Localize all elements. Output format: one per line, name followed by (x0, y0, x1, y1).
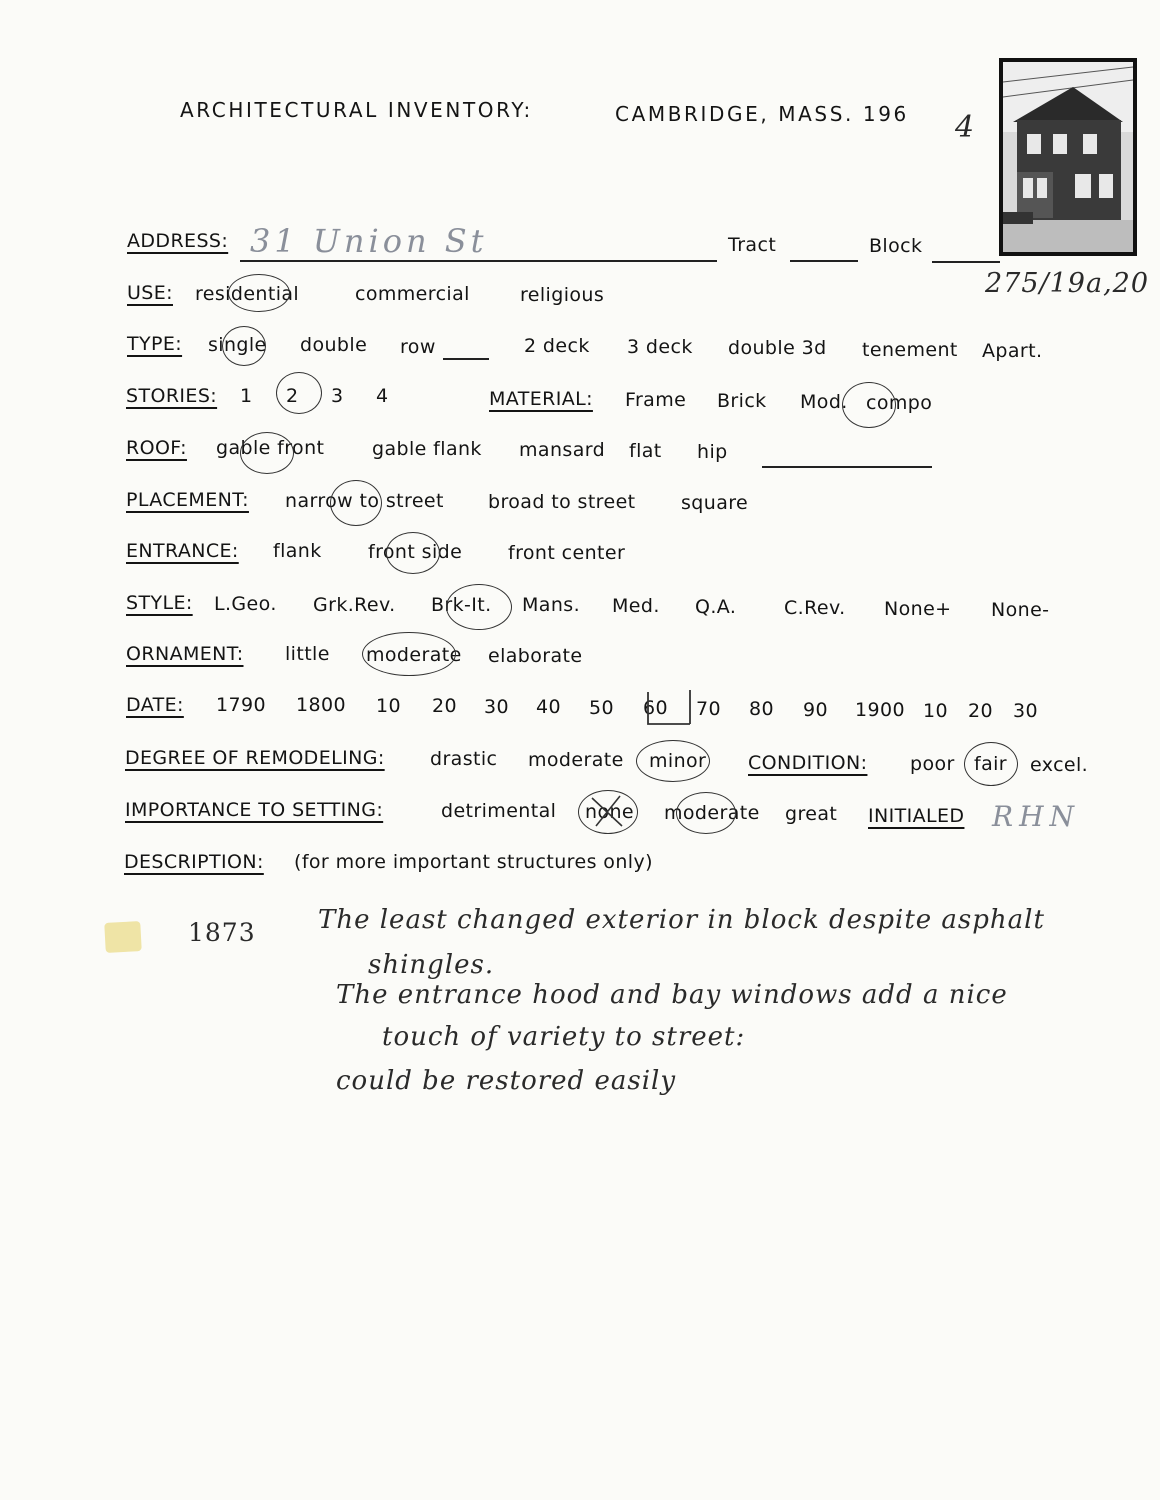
importance-detrimental: detrimental (441, 800, 557, 822)
form-location: CAMBRIDGE, MASS. 196 (615, 102, 909, 126)
ornament-label: ORNAMENT: (126, 643, 244, 665)
date-label: DATE: (126, 694, 184, 716)
condition-excel: excel. (1030, 754, 1089, 776)
type-tenement: tenement (862, 339, 958, 361)
style-brkit: Brk-It. (431, 594, 492, 616)
type-single: single (208, 334, 267, 356)
stories-selection-circle (276, 372, 322, 414)
ornament-moderate: moderate (366, 644, 462, 666)
date-60: 60 (643, 697, 668, 719)
type-double: double (300, 334, 368, 356)
use-selection-circle (228, 274, 290, 312)
date-1790: 1790 (216, 694, 266, 716)
block-label: Block (869, 235, 923, 257)
material-mod: Mod. (800, 391, 848, 413)
date-selection-mark (640, 686, 700, 730)
stories-4: 4 (376, 385, 389, 407)
material-frame: Frame (625, 389, 687, 411)
ornament-little: little (285, 643, 330, 665)
date-80: 80 (749, 698, 774, 720)
importance-selection-circle (676, 792, 736, 834)
tract-label: Tract (728, 234, 777, 256)
stories-2: 2 (286, 385, 299, 407)
importance-label: IMPORTANCE TO SETTING: (125, 799, 384, 821)
address-line (240, 260, 717, 262)
entrance-label: ENTRANCE: (126, 540, 239, 562)
importance-none: none (585, 801, 634, 823)
date-30: 30 (484, 696, 509, 718)
ornament-elaborate: elaborate (488, 645, 583, 667)
type-apart: Apart. (982, 340, 1043, 362)
placement-broad: broad to street (488, 491, 636, 513)
block-line (932, 261, 1000, 263)
material-label: MATERIAL: (489, 388, 593, 410)
stories-1: 1 (240, 385, 253, 407)
style-none-plus: None+ (884, 598, 952, 620)
description-line-5: could be restored easily (336, 1066, 677, 1096)
use-label: USE: (127, 282, 173, 304)
date-10: 10 (376, 695, 401, 717)
description-year: 1873 (188, 918, 256, 947)
ornament-selection-circle (362, 632, 456, 676)
type-3-deck: 3 deck (627, 336, 693, 358)
date-1800: 1800 (296, 694, 346, 716)
placement-selection-circle (330, 480, 382, 526)
entrance-selection-circle (386, 532, 440, 574)
roof-hip: hip (697, 441, 728, 463)
description-line-3: The entrance hood and bay windows add a nice (336, 980, 1008, 1010)
stories-label: STORIES: (126, 385, 218, 407)
style-lgeo: L.Geo. (214, 593, 277, 615)
house-photo (999, 58, 1137, 256)
material-compo: compo (866, 392, 933, 414)
style-med: Med. (612, 595, 660, 617)
placement-narrow: narrow to street (285, 490, 444, 512)
initialed-label: INITIALED (868, 805, 965, 827)
importance-cross-mark (588, 792, 628, 830)
placement-square: square (681, 492, 749, 514)
use-residential: residential (195, 283, 300, 305)
use-commercial: commercial (355, 283, 470, 305)
type-label: TYPE: (127, 333, 183, 355)
remodeling-minor: minor (649, 750, 707, 772)
condition-label: CONDITION: (748, 752, 868, 774)
roof-mansard: mansard (519, 439, 606, 461)
photo-ref: 275/19a,20 (985, 268, 1150, 299)
roof-selection-circle (240, 432, 294, 474)
material-brick: Brick (717, 390, 767, 412)
date-1900: 1900 (855, 699, 905, 721)
description-note: (for more important structures only) (294, 851, 653, 873)
type-row-line (443, 358, 489, 360)
type-selection-circle (222, 326, 266, 366)
condition-fair: fair (974, 753, 1008, 775)
roof-gable-front: gable front (216, 437, 325, 459)
entrance-front-center: front center (508, 542, 626, 564)
remodeling-selection-circle (636, 740, 710, 782)
type-double-3d: double 3d (728, 337, 827, 359)
importance-moderate: moderate (664, 802, 760, 824)
date-1910: 10 (923, 700, 948, 722)
type-row: row (400, 336, 436, 358)
condition-selection-circle (964, 742, 1018, 786)
address-value: 31 Union St (250, 222, 488, 260)
tract-line (790, 260, 858, 262)
style-none-minus: None- (991, 599, 1050, 621)
roof-other-line (762, 466, 932, 468)
roof-flat: flat (629, 440, 662, 462)
style-label: STYLE: (126, 592, 193, 614)
use-religious: religious (520, 284, 605, 306)
material-selection-circle (842, 382, 896, 428)
initialed-value: RHN (992, 800, 1080, 833)
description-label: DESCRIPTION: (124, 851, 264, 873)
date-70: 70 (696, 698, 721, 720)
roof-gable-flank: gable flank (372, 438, 482, 460)
style-grkrev: Grk.Rev. (313, 594, 396, 616)
stories-3: 3 (331, 385, 344, 407)
style-qa: Q.A. (695, 596, 737, 618)
form-title: ARCHITECTURAL INVENTORY: (180, 98, 533, 122)
tape-mark (104, 921, 142, 953)
date-90: 90 (803, 699, 828, 721)
address-label: ADDRESS: (127, 230, 229, 252)
placement-label: PLACEMENT: (126, 489, 249, 511)
remodeling-moderate: moderate (528, 749, 624, 771)
entrance-flank: flank (273, 540, 322, 562)
condition-poor: poor (910, 753, 955, 775)
description-line-1: The least changed exterior in block despite asphalt (318, 905, 1045, 935)
remodeling-label: DEGREE OF REMODELING: (125, 747, 385, 769)
description-line-4: touch of variety to street: (382, 1022, 746, 1052)
year-suffix: 4 (955, 110, 976, 145)
style-mans: Mans. (522, 594, 581, 616)
style-selection-circle (446, 584, 512, 630)
remodeling-drastic: drastic (430, 748, 498, 770)
house-photo-image (1003, 62, 1133, 252)
date-20: 20 (432, 695, 457, 717)
description-line-2: shingles. (368, 950, 495, 980)
entrance-front-side: front side (368, 541, 463, 563)
type-2-deck: 2 deck (524, 335, 590, 357)
date-1920: 20 (968, 700, 993, 722)
date-1930: 30 (1013, 700, 1038, 722)
roof-label: ROOF: (126, 437, 187, 459)
date-40: 40 (536, 696, 561, 718)
date-50: 50 (589, 697, 614, 719)
style-crev: C.Rev. (784, 597, 846, 619)
importance-great: great (785, 803, 838, 825)
